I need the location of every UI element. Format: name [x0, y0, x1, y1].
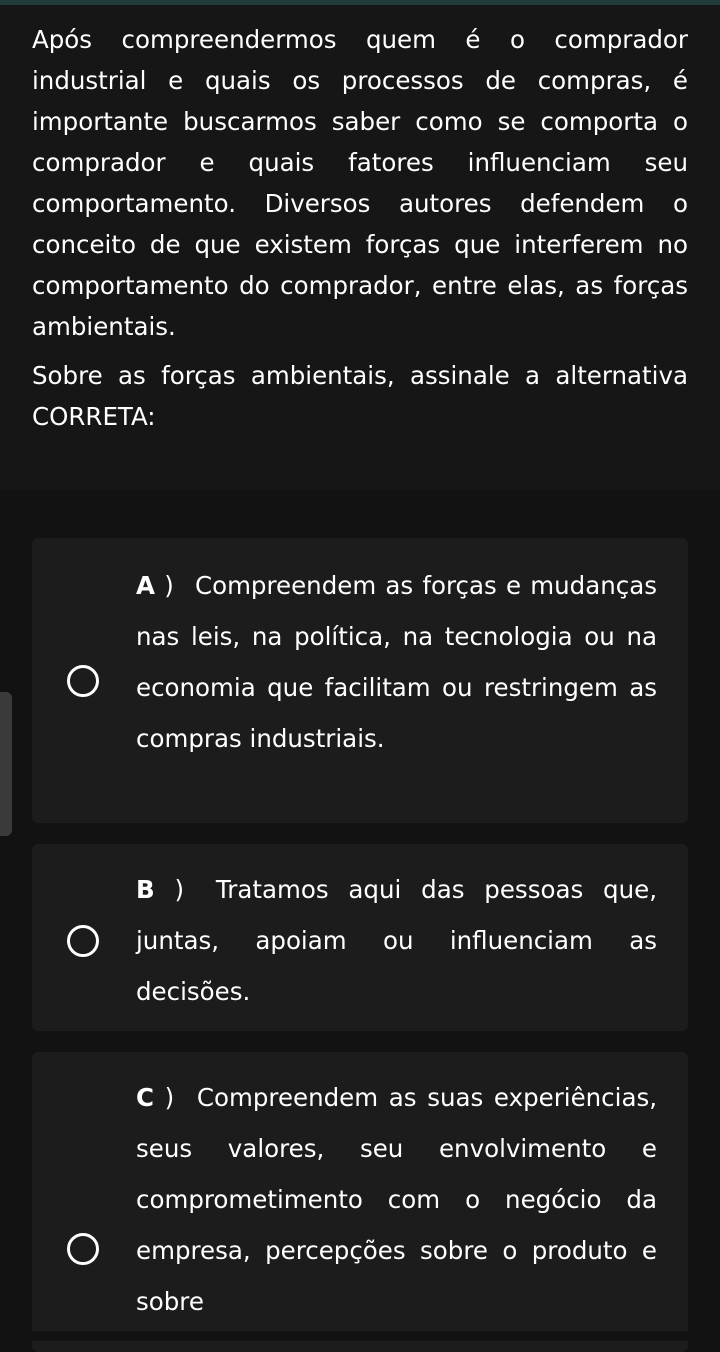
option-c-paren: ) — [164, 1083, 175, 1112]
option-a-paren: ) — [164, 571, 174, 600]
question-prompt: Sobre as forças ambientais, assinale a alternativa CORRETA: — [32, 361, 688, 431]
option-a-label: Compreendem as forças e mudanças nas leis, na política, na tecnologia ou na economia que facilitam ou restringem as compras industriais. — [136, 571, 657, 753]
option-b-card[interactable] — [32, 844, 688, 1031]
option-a-radio-icon[interactable] — [67, 665, 99, 697]
scroll-handle[interactable] — [0, 692, 12, 836]
option-c-letter: C — [136, 1083, 154, 1112]
option-a-letter: A — [136, 571, 155, 600]
option-b-label: Tratamos aqui das pessoas que, juntas, apoiam ou influenciam as decisões. — [136, 875, 657, 1006]
question-area — [0, 5, 720, 490]
option-b-paren: ) — [174, 875, 185, 904]
option-a-text — [136, 560, 657, 764]
answers-area — [0, 490, 720, 1341]
option-c-card[interactable] — [32, 1052, 688, 1352]
option-a-card[interactable] — [32, 538, 688, 823]
option-c-radio-icon[interactable] — [67, 1233, 99, 1265]
option-c-label: Compreendem as suas experiências, seus valores, seu envolvimento e comprometimento com o negócio da empresa, percepções sobre o produto e sobre — [136, 1083, 658, 1316]
option-b-text — [136, 864, 657, 1017]
option-b-radio-icon[interactable] — [67, 925, 99, 957]
question-stem: Após compreendermos quem é o comprador industrial e quais os processos de compras, é importante buscarmos saber como se comporta o comprador e quais fatores influenciam seu comportamento. Diversos autores defendem o conceito de que existem forças que interferem no comportamento do comprador, entre elas, as forças ambientais. — [32, 25, 688, 341]
option-c-text — [136, 1072, 657, 1327]
option-b-letter: B — [136, 875, 155, 904]
bottom-edge — [0, 1331, 720, 1341]
